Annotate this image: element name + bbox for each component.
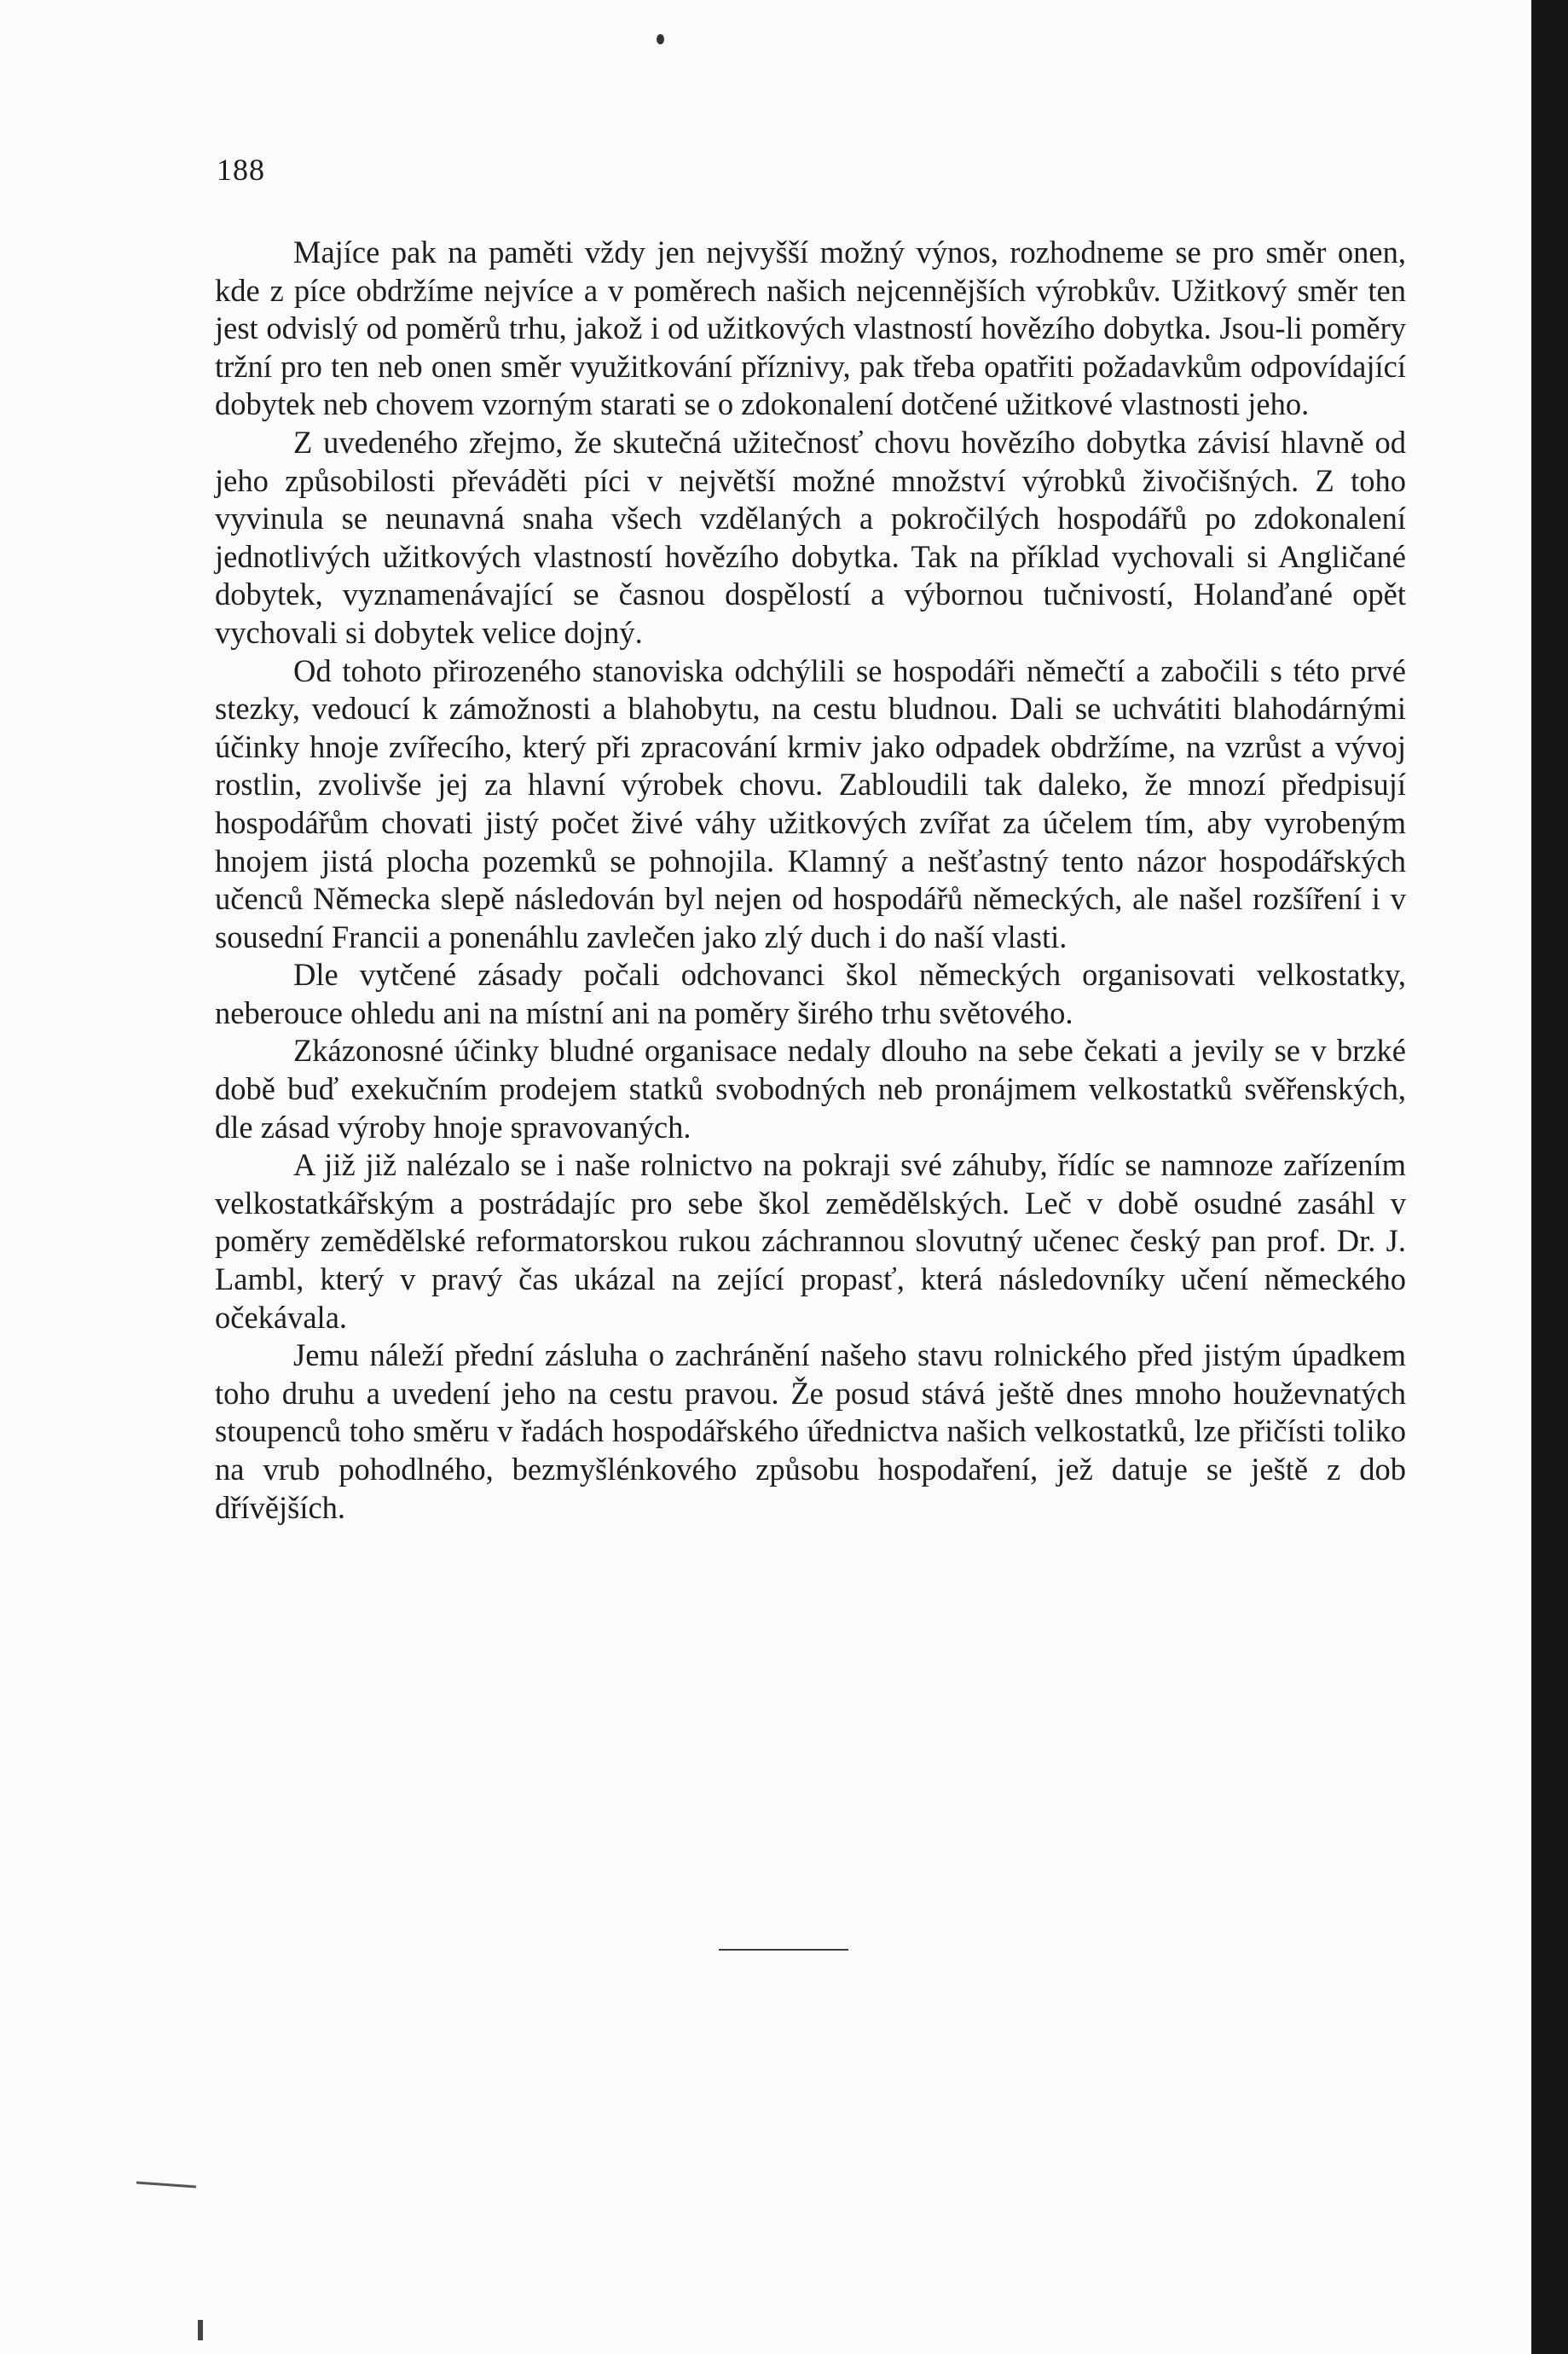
paragraph-4: Dle vytčené zásady počali odchovanci škol německých organisovati velkostatky, neberouce ohledu ani na místní ani na poměry širého trhu světového. bbox=[215, 957, 1406, 1030]
paragraph-3: Od tohoto přirozeného stanoviska odchýlili se hospodáři němečtí a zabočili s této prvé stezky, vedoucí k zámožnosti a blahobytu, na cestu bludnou. Dali se uchvátiti blahodárnými účinky hnoje zvířecího, který při zpracování krmiv jako odpadek obdržíme, na vzrůst a vývoj rostlin, zvolivše jej za hlavní výrobek chovu. Zabloudili tak daleko, že mnozí předpisují hospodářům chovati jistý počet živé váhy užitkových zvířat za účelem tím, aby vyrobeným hnojem jistá plocha pozemků se pohnojila. Klamný a nešťastný tento názor hospodářských učenců Německa slepě následován byl nejen od hospodářů německých, ale našel rozšíření i v sousední Francii a ponenáhlu zavlečen jako zlý duch i do naší vlasti. bbox=[215, 652, 1406, 954]
paragraph-5: Zkázonosné účinky bludné organisace nedaly dlouho na sebe čekati a jevily se v brzké době buď exekučním prodejem statků svobodných neb pronájmem velkostatků svěřenských, dle zásad výroby hnoje spravovaných. bbox=[215, 1033, 1406, 1145]
section-separator bbox=[719, 1949, 848, 1951]
page-number: 188 bbox=[217, 153, 265, 187]
paragraph-6: A již již nalézalo se i naše rolnictvo na pokraji své záhuby, řídíc se namnoze zařízením velkostatkářským a postrádajíc pro sebe škol zemědělských. Leč v době osudné zasáhl v poměry zemědělské reformatorskou rukou záchrannou slovutný učenec český pan prof. Dr. J. Lambl, který v pravý čas ukázal na zející propasť, která následovníky učení německého očekávala. bbox=[215, 1147, 1406, 1335]
scan-border bbox=[1531, 0, 1568, 2354]
margin-scratch-mark bbox=[136, 2182, 196, 2189]
margin-speck-mark bbox=[198, 2320, 203, 2340]
ink-speck bbox=[657, 34, 664, 44]
paragraph-7: Jemu náleží přední zásluha o zachránění našeho stavu rolnického před jistým úpadkem toho druhu a uvedení jeho na cestu pravou. Že posud stává ještě dnes mnoho houževnatých stoupenců toho směru v řadách hospodářského úřednictva našich velkostatků, lze přičísti toliko na vrub pohodlného, bezmyšlénkového způsobu hospodaření, jež datuje se ještě z dob dřívějších. bbox=[215, 1337, 1406, 1525]
paragraph-2: Z uvedeného zřejmo, že skutečná užitečnosť chovu hovězího dobytka závisí hlavně od jeho způsobilosti převáděti píci v největší možné množství výrobků živočišných. Z toho vyvinula se neunavná snaha všech vzdělaných a pokročilých hospodářů po zdokonalení jednotlivých užitkových vlastností hovězího dobytka. Tak na příklad vychovali si Angličané dobytek, vyznamenávající se časnou dospělostí a výbornou tučnivostí, Holanďané opět vychovali si dobytek velice dojný. bbox=[215, 424, 1406, 650]
body-text bbox=[215, 234, 1406, 1527]
paragraph-1: Majíce pak na paměti vždy jen nejvyšší možný výnos, rozhodneme se pro směr onen, kde z píce obdržíme nejvíce a v poměrech našich nejcennějších výrobkův. Užitkový směr ten jest odvislý od poměrů trhu, jakož i od užitkových vlastností hovězího dobytka. Jsou-li poměry tržní pro ten neb onen směr využitkování příznivy, pak třeba opatřiti požadavkům odpovídající dobytek neb chovem vzorným starati se o zdokonalení dotčené užitkové vlastnosti jeho. bbox=[215, 235, 1406, 422]
